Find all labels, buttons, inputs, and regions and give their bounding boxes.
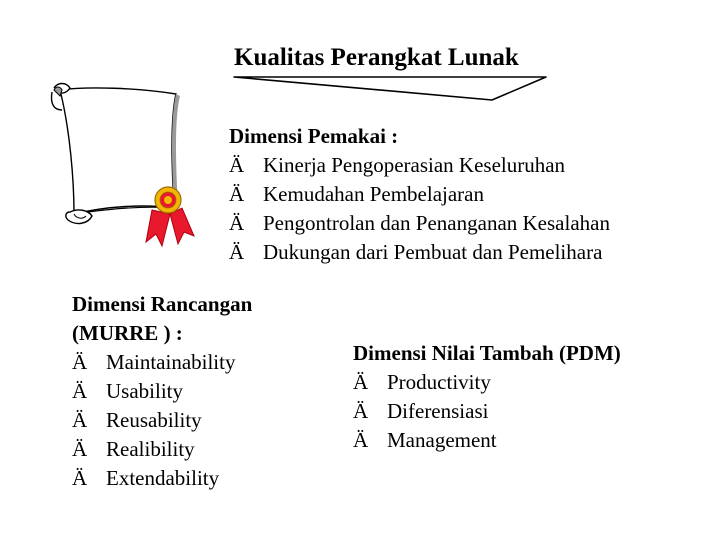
bullet-icon: Ä — [72, 466, 88, 490]
list-item: Ä Diferensiasi — [353, 397, 621, 426]
bullet-icon: Ä — [72, 379, 88, 403]
list-item: Ä Reusability — [72, 406, 252, 435]
dimensi-nilai-tambah-section — [353, 339, 621, 455]
bullet-icon: Ä — [353, 399, 369, 423]
dimensi-pemakai-section — [229, 122, 610, 267]
dimensi-pemakai-list — [229, 151, 610, 267]
page-title: Kualitas Perangkat Lunak — [234, 44, 519, 71]
list-item: Ä Usability — [72, 377, 252, 406]
bullet-icon: Ä — [353, 370, 369, 394]
bullet-icon: Ä — [72, 437, 88, 461]
list-item: Ä Extendability — [72, 464, 252, 493]
dimensi-pemakai-heading: Dimensi Pemakai : — [229, 124, 399, 148]
dimensi-nilai-tambah-list — [353, 368, 621, 455]
list-item: Ä Maintainability — [72, 348, 252, 377]
list-item: Ä Management — [353, 426, 621, 455]
list-item: Ä Kemudahan Pembelajaran — [229, 180, 610, 209]
dimensi-rancangan-heading-sub: (MURRE ) : — [72, 321, 183, 345]
list-item: Ä Pengontrolan dan Penanganan Kesalahan — [229, 209, 610, 238]
bullet-icon: Ä — [72, 350, 88, 374]
bullet-icon: Ä — [229, 153, 245, 177]
dimensi-rancangan-list — [72, 348, 252, 493]
scroll-icon — [48, 80, 208, 250]
dimensi-rancangan-heading: Dimensi Rancangan — [72, 292, 253, 316]
bullet-icon: Ä — [353, 428, 369, 452]
title-underline-arrow-icon — [230, 74, 550, 104]
bullet-icon: Ä — [72, 408, 88, 432]
dimensi-nilai-tambah-heading: Dimensi Nilai Tambah (PDM) — [353, 341, 621, 365]
list-item: Ä Productivity — [353, 368, 621, 397]
list-item: Ä Realibility — [72, 435, 252, 464]
dimensi-rancangan-section — [72, 290, 252, 493]
list-item: Ä Dukungan dari Pembuat dan Pemelihara — [229, 238, 610, 267]
bullet-icon: Ä — [229, 240, 245, 264]
list-item: Ä Kinerja Pengoperasian Keseluruhan — [229, 151, 610, 180]
bullet-icon: Ä — [229, 182, 245, 206]
bullet-icon: Ä — [229, 211, 245, 235]
